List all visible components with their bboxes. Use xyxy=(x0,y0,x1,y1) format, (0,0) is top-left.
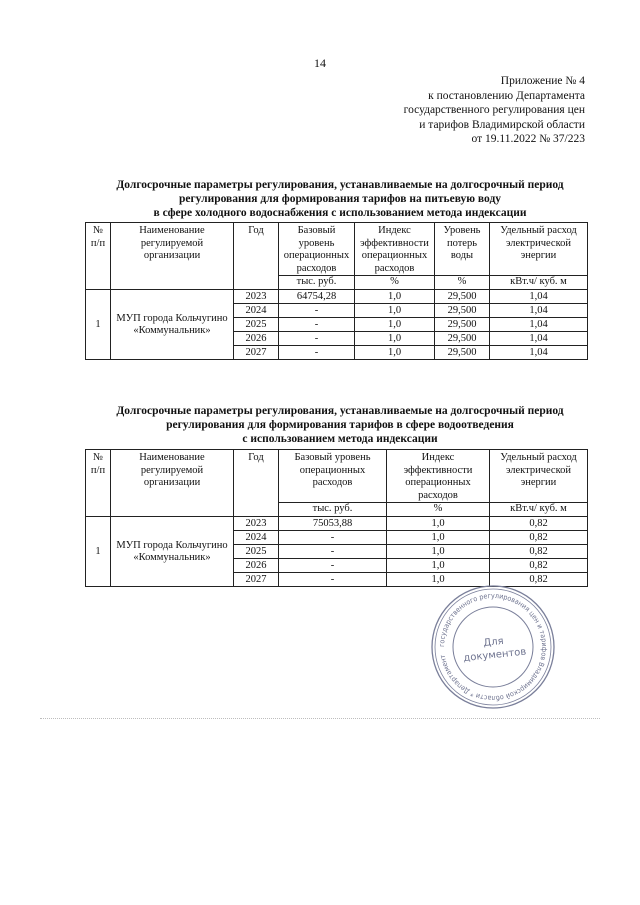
stamp-ring-text: государственного регулирования цен и тарифов Владимирской области * Департамент xyxy=(437,591,549,703)
unit-cell: кВт.ч/ куб. м xyxy=(490,503,588,517)
energy-cell: 1,04 xyxy=(490,318,588,332)
base-cell: 64754,28 xyxy=(279,290,355,304)
energy-cell: 0,82 xyxy=(490,573,588,587)
energy-cell: 0,82 xyxy=(490,545,588,559)
col-header-energy: Удельный расход электрической энергии xyxy=(490,450,588,503)
wastewater-table xyxy=(85,449,588,587)
index-cell: 1,0 xyxy=(387,545,490,559)
row-number: 1 xyxy=(86,517,111,587)
section2-title-line: Долгосрочные параметры регулирования, устанавливаемые на долгосрочный период xyxy=(116,405,564,417)
section1-title-line: регулирования для формирования тарифов на питьевую воду xyxy=(178,193,502,205)
section1-title-line: в сфере холодного водоснабжения с использованием метода индексации xyxy=(153,207,527,219)
year-cell: 2026 xyxy=(234,559,279,573)
base-cell: - xyxy=(279,573,387,587)
dotted-separator xyxy=(40,718,600,719)
organization-name: МУП города Кольчугино «Коммунальник» xyxy=(111,517,234,587)
stamp-center-line: Для xyxy=(482,635,505,649)
unit-cell: % xyxy=(387,503,490,517)
unit-cell: тыс. руб. xyxy=(279,276,355,290)
col-header-year: Год xyxy=(234,223,279,290)
col-header-base-costs: Базовый уровень операционных расходов xyxy=(279,450,387,503)
year-cell: 2026 xyxy=(234,332,279,346)
loss-cell: 29,500 xyxy=(435,290,490,304)
appendix-line: к постановлению Департамента xyxy=(428,89,585,102)
index-cell: 1,0 xyxy=(355,304,435,318)
loss-cell: 29,500 xyxy=(435,304,490,318)
index-cell: 1,0 xyxy=(387,559,490,573)
base-cell: - xyxy=(279,531,387,545)
loss-cell: 29,500 xyxy=(435,332,490,346)
base-cell: 75053,88 xyxy=(279,517,387,531)
appendix-line: государственного регулирования цен xyxy=(403,104,585,116)
energy-cell: 1,04 xyxy=(490,346,588,360)
year-cell: 2024 xyxy=(234,531,279,545)
year-cell: 2027 xyxy=(234,573,279,587)
energy-cell: 1,04 xyxy=(490,304,588,318)
base-cell: - xyxy=(279,332,355,346)
index-cell: 1,0 xyxy=(355,332,435,346)
unit-cell: % xyxy=(435,276,490,290)
col-header-efficiency-index: Индекс эффективности операционных расходов xyxy=(387,450,490,503)
unit-cell: кВт.ч/ куб. м xyxy=(490,276,588,290)
col-header-organization: Наименование регулируемой организации xyxy=(111,223,234,290)
col-header-organization: Наименование регулируемой организации xyxy=(111,450,234,517)
section2-title-line: регулирования для формирования тарифов в сфере водоотведения xyxy=(166,419,514,431)
index-cell: 1,0 xyxy=(387,531,490,545)
table-row xyxy=(86,517,588,531)
water-supply-table xyxy=(85,222,588,360)
index-cell: 1,0 xyxy=(387,573,490,587)
col-header-number: № п/п xyxy=(86,223,111,290)
year-cell: 2025 xyxy=(234,318,279,332)
base-cell: - xyxy=(279,304,355,318)
organization-name: МУП города Кольчугино «Коммунальник» xyxy=(111,290,234,360)
section1-title-line: Долгосрочные параметры регулирования, устанавливаемые на долгосрочный период xyxy=(116,179,564,191)
year-cell: 2025 xyxy=(234,545,279,559)
energy-cell: 0,82 xyxy=(490,559,588,573)
table-header-row xyxy=(86,450,588,503)
table-header-row xyxy=(86,223,588,276)
col-header-water-loss: Уровень потерь воды xyxy=(435,223,490,276)
year-cell: 2023 xyxy=(234,517,279,531)
col-header-year: Год xyxy=(234,450,279,517)
row-number: 1 xyxy=(86,290,111,360)
base-cell: - xyxy=(279,545,387,559)
table-row xyxy=(86,290,588,304)
appendix-header xyxy=(355,74,585,147)
loss-cell: 29,500 xyxy=(435,346,490,360)
page-number: 14 xyxy=(314,56,326,70)
year-cell: 2027 xyxy=(234,346,279,360)
col-header-energy: Удельный расход электрической энергии xyxy=(490,223,588,276)
unit-cell: тыс. руб. xyxy=(279,503,387,517)
base-cell: - xyxy=(279,318,355,332)
section2-title xyxy=(60,404,620,446)
year-cell: 2024 xyxy=(234,304,279,318)
index-cell: 1,0 xyxy=(387,517,490,531)
appendix-line: Приложение № 4 xyxy=(500,75,585,87)
appendix-line: от 19.11.2022 № 37/223 xyxy=(471,133,585,145)
energy-cell: 1,04 xyxy=(490,332,588,346)
index-cell: 1,0 xyxy=(355,346,435,360)
energy-cell: 1,04 xyxy=(490,290,588,304)
index-cell: 1,0 xyxy=(355,290,435,304)
energy-cell: 0,82 xyxy=(490,517,588,531)
base-cell: - xyxy=(279,346,355,360)
section1-title xyxy=(60,178,620,220)
col-header-efficiency-index: Индекс эффективности операционных расходов xyxy=(355,223,435,276)
energy-cell: 0,82 xyxy=(490,531,588,545)
base-cell: - xyxy=(279,559,387,573)
appendix-line: и тарифов Владимирской области xyxy=(419,118,585,131)
loss-cell: 29,500 xyxy=(435,318,490,332)
col-header-base-costs: Базовый уровень операционных расходов xyxy=(279,223,355,276)
index-cell: 1,0 xyxy=(355,318,435,332)
year-cell: 2023 xyxy=(234,290,279,304)
section2-title-line: с использованием метода индексации xyxy=(242,433,438,445)
unit-cell: % xyxy=(355,276,435,290)
official-stamp xyxy=(428,582,558,712)
col-header-number: № п/п xyxy=(86,450,111,517)
stamp-center-line: документов xyxy=(462,646,527,665)
